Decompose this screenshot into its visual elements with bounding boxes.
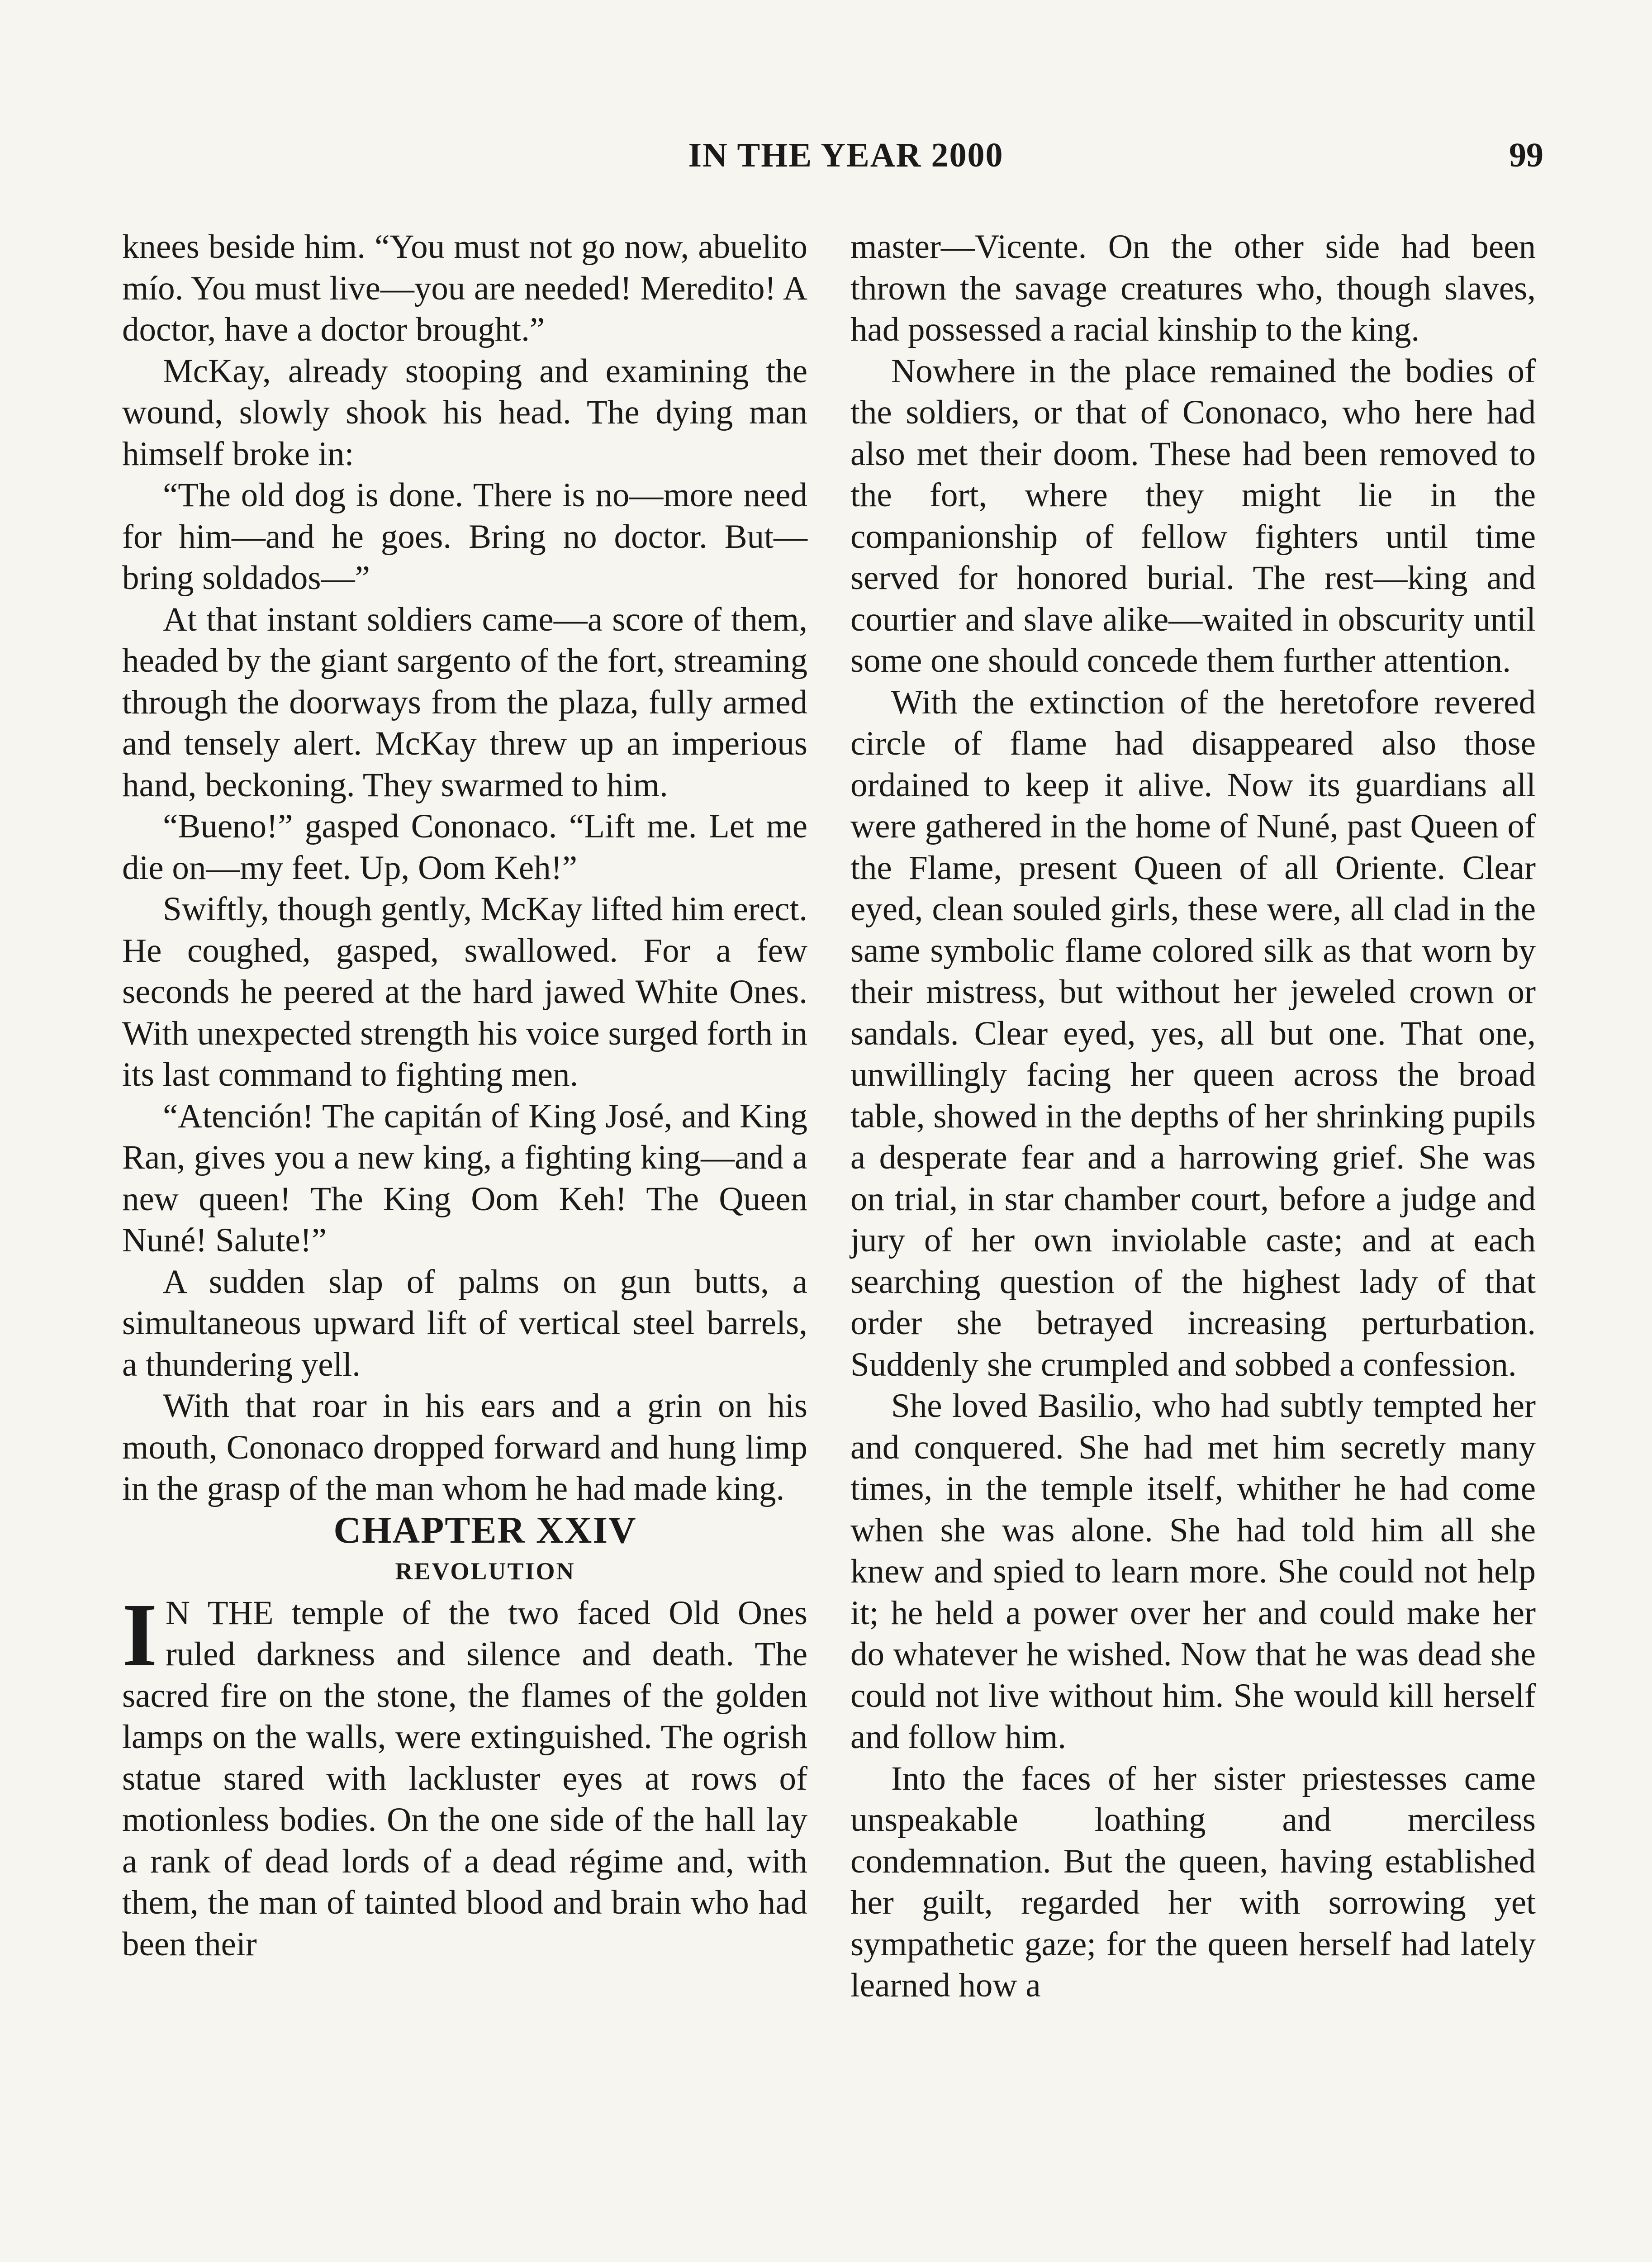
paragraph: With the extinction of the heretofore revered circle of flame had disappeared also those ordained to keep it alive. Now its guardians all were gathered in the home of Nuné, past Queen of the Flame, present Queen of all Oriente. Clear eyed, clean souled girls, these were, all clad in the same symbolic flame colored silk as that worn by their mistress, but without her jeweled crown or sandals. Clear eyed, yes, all but one. That one, unwillingly facing her queen across the broad table, showed in the depths of her shrinking pupils a desperate fear and a harrowing grief. She was on trial, in star chamber court, before a judge and jury of her own inviolable caste; and at each searching question of the highest lady of that order she betrayed increasing perturbation. Suddenly she crumpled and sobbed a confession. bbox=[850, 683, 1536, 1383]
paragraph: master—Vicente. On the other side had been thrown the savage creatures who, though slaves, had possessed a racial kinship to the king. bbox=[850, 228, 1536, 348]
chapter-title: CHAPTER XXIV bbox=[333, 1509, 637, 1551]
paragraph: knees beside him. “You must not go now, abuelito mío. You must live—you are needed! Meredito! A doctor, have a doctor brought.” bbox=[122, 228, 807, 348]
chapter-opening-paragraph bbox=[122, 1585, 807, 1965]
paragraph: Nowhere in the place remained the bodies of the soldiers, or that of Cononaco, who here had also met their doom. These had been removed to the fort, where they might lie in the companionship of fellow fighters until time served for honored burial. The rest—king and courtier and slave alike—waited in obscurity until some one should concede them further attention. bbox=[850, 352, 1536, 680]
paragraph: With that roar in his ears and a grin on his mouth, Cononaco dropped forward and hung limp in the grasp of the man whom he had made king. bbox=[122, 1387, 807, 1507]
running-title: IN THE YEAR 2000 bbox=[688, 136, 1004, 174]
paragraph: “The old dog is done. There is no—more need for him—and he goes. Bring no doctor. But—bring soldados—” bbox=[122, 476, 807, 597]
paragraph: “Bueno!” gasped Cononaco. “Lift me. Let me die on—my feet. Up, Oom Keh!” bbox=[122, 808, 807, 887]
page-number: 99 bbox=[1509, 136, 1543, 174]
paragraph: At that instant soldiers came—a score of them, headed by the giant sargento of the fort, streaming through the doorways from the plaza, fully armed and tensely alert. McKay threw up an imperious hand, beckoning. They swarmed to him. bbox=[122, 600, 807, 804]
right-column bbox=[850, 226, 1536, 2006]
paragraph: She loved Basilio, who had subtly tempted her and conquered. She had met him secretly many times, in the temple itself, whither he had come when she was alone. She had told him all she knew and spied to learn more. She could not help it; he held a power over her and could make her do whatever he wished. Now that he was dead she could not live without him. She would kill herself and follow him. bbox=[850, 1387, 1536, 1756]
paragraph: Swiftly, though gently, McKay lifted him erect. He coughed, gasped, swallowed. For a few seconds he peered at the hard jawed White Ones. With unexpected strength his voice surged forth in its last command to fighting men. bbox=[122, 890, 807, 1093]
left-column bbox=[122, 226, 807, 1965]
paragraph: “Atención! The capitán of King José, and King Ran, gives you a new king, a fighting king—and a new queen! The King Oom Keh! The Queen Nuné! Salute!” bbox=[122, 1097, 807, 1259]
paragraph: McKay, already stooping and examining the wound, slowly shook his head. The dying man himself broke in: bbox=[122, 352, 807, 473]
chapter-opening-text: N THE temple of the two faced Old Ones ruled darkness and silence and death. The sacred fire on the stone, the flames of the golden lamps on the walls, were extinguished. The ogrish statue stared with lackluster eyes at rows of motionless bodies. On the one side of the hall lay a rank of dead lords of a dead régime and, with them, the man of tainted blood and brain who had been their bbox=[122, 1594, 807, 1963]
drop-cap: I bbox=[122, 1585, 157, 1685]
paragraph: Into the faces of her sister priestesses came unspeakable loathing and merciless condemnation. But the queen, having established her guilt, regarded her with sorrowing yet sympathetic gaze; for the queen herself had lately learned how a bbox=[850, 1759, 1536, 2004]
chapter-subtitle: REVOLUTION bbox=[395, 1558, 575, 1585]
paragraph: A sudden slap of palms on gun butts, a simultaneous upward lift of vertical steel barrels, a thundering yell. bbox=[122, 1263, 807, 1383]
